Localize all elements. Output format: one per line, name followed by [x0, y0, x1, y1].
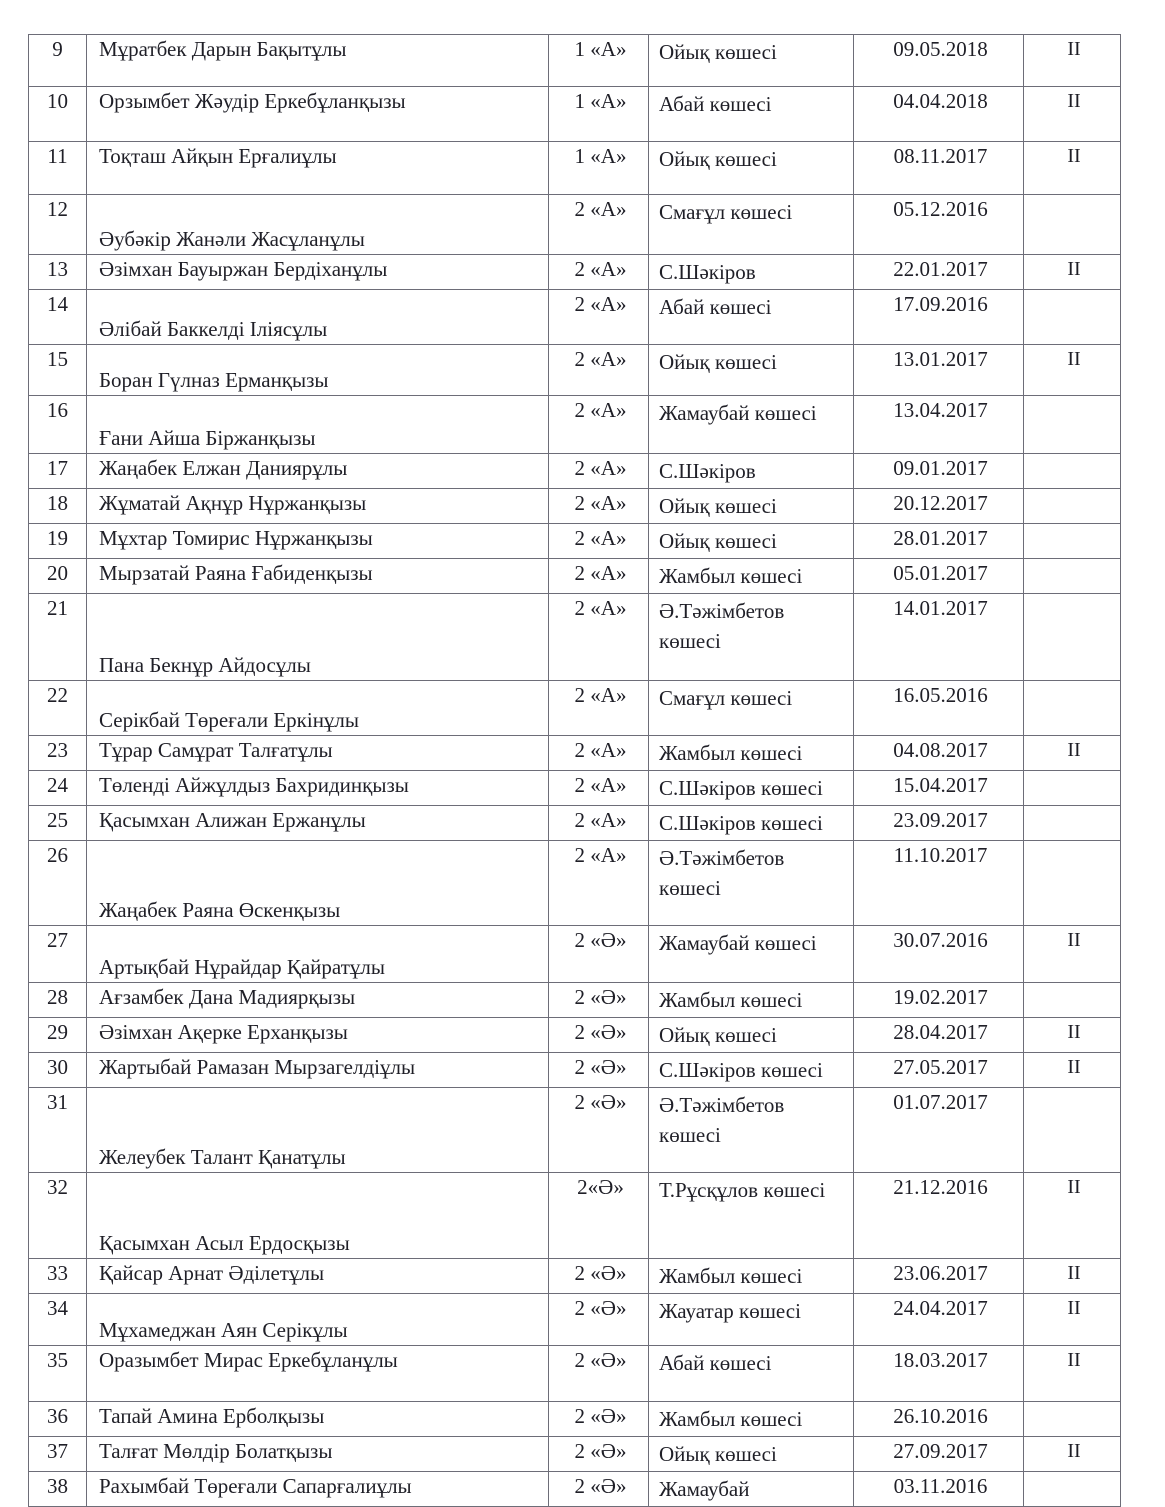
table-row [29, 681, 1121, 736]
table-row [29, 771, 1121, 806]
birth-date: 27.09.2017 [854, 1437, 1024, 1472]
table-row [29, 255, 1121, 290]
class-label: 2 «Ә» [549, 1259, 649, 1294]
birth-date: 13.01.2017 [854, 345, 1024, 396]
class-label: 2 «А» [549, 559, 649, 594]
birth-date: 27.05.2017 [854, 1053, 1024, 1088]
birth-date: 09.01.2017 [854, 454, 1024, 489]
category-mark [1024, 771, 1121, 806]
category-mark [1024, 1402, 1121, 1437]
category-mark: II [1024, 87, 1121, 142]
class-label: 2 «А» [549, 345, 649, 396]
student-name: Төленді Айжұлдыз Бахридинқызы [87, 771, 549, 806]
birth-date: 18.03.2017 [854, 1346, 1024, 1402]
class-label: 2«Ә» [549, 1173, 649, 1259]
student-name: Қасымхан Алижан Ержанұлы [87, 806, 549, 841]
street-address: Ойық көшесі [649, 142, 854, 195]
table-row [29, 87, 1121, 142]
row-number: 20 [29, 559, 87, 594]
class-label: 2 «А» [549, 454, 649, 489]
class-label: 2 «А» [549, 806, 649, 841]
category-mark: II [1024, 1053, 1121, 1088]
street-address: Ойық көшесі [649, 489, 854, 524]
row-number: 35 [29, 1346, 87, 1402]
class-label: 2 «Ә» [549, 1402, 649, 1437]
class-label: 2 «Ә» [549, 1053, 649, 1088]
student-name: Жаңабек Раяна Өскенқызы [87, 841, 549, 926]
row-number: 15 [29, 345, 87, 396]
student-name: Мұратбек Дарын Бақытұлы [87, 35, 549, 87]
student-name: Мырзатай Раяна Ғабиденқызы [87, 559, 549, 594]
row-number: 22 [29, 681, 87, 736]
birth-date: 21.12.2016 [854, 1173, 1024, 1259]
street-address: Ә.Тәжімбетов көшесі [649, 1088, 854, 1173]
table-row [29, 454, 1121, 489]
category-mark: II [1024, 35, 1121, 87]
category-mark [1024, 594, 1121, 681]
row-number: 17 [29, 454, 87, 489]
birth-date: 13.04.2017 [854, 396, 1024, 454]
row-number: 29 [29, 1018, 87, 1053]
table-row [29, 559, 1121, 594]
row-number: 27 [29, 926, 87, 983]
street-address: Жамаубай [649, 1472, 854, 1507]
category-mark [1024, 841, 1121, 926]
street-address: Жамбыл көшесі [649, 559, 854, 594]
student-name: Орзымбет Жәудір Еркебұланқызы [87, 87, 549, 142]
row-number: 24 [29, 771, 87, 806]
table-row [29, 290, 1121, 345]
row-number: 36 [29, 1402, 87, 1437]
table-row [29, 489, 1121, 524]
category-mark: II [1024, 1173, 1121, 1259]
category-mark [1024, 681, 1121, 736]
student-name: Желеубек Талант Қанатұлы [87, 1088, 549, 1173]
table-row [29, 1437, 1121, 1472]
row-number: 34 [29, 1294, 87, 1346]
table-row [29, 1472, 1121, 1507]
category-mark [1024, 1472, 1121, 1507]
street-address: С.Шәкіров көшесі [649, 1053, 854, 1088]
student-name: Жұматай Ақнұр Нұржанқызы [87, 489, 549, 524]
student-name: Мұхамеджан Аян Серікұлы [87, 1294, 549, 1346]
birth-date: 01.07.2017 [854, 1088, 1024, 1173]
category-mark [1024, 983, 1121, 1018]
street-address: Т.Рұсқұлов көшесі [649, 1173, 854, 1259]
row-number: 21 [29, 594, 87, 681]
category-mark: II [1024, 345, 1121, 396]
table-row [29, 926, 1121, 983]
birth-date: 04.04.2018 [854, 87, 1024, 142]
street-address: Жамбыл көшесі [649, 1402, 854, 1437]
birth-date: 16.05.2016 [854, 681, 1024, 736]
student-name: Мұхтар Томирис Нұржанқызы [87, 524, 549, 559]
street-address: Ә.Тәжімбетов көшесі [649, 594, 854, 681]
birth-date: 23.06.2017 [854, 1259, 1024, 1294]
class-label: 2 «А» [549, 771, 649, 806]
row-number: 23 [29, 736, 87, 771]
category-mark [1024, 806, 1121, 841]
row-number: 37 [29, 1437, 87, 1472]
student-name: Оразымбет Мирас Еркебұланұлы [87, 1346, 549, 1402]
table-row [29, 594, 1121, 681]
birth-date: 26.10.2016 [854, 1402, 1024, 1437]
category-mark: II [1024, 255, 1121, 290]
class-label: 2 «Ә» [549, 983, 649, 1018]
category-mark: II [1024, 1294, 1121, 1346]
category-mark: II [1024, 1018, 1121, 1053]
student-list-sheet [28, 34, 1120, 1507]
student-name: Талғат Мөлдір Болатқызы [87, 1437, 549, 1472]
table-row [29, 806, 1121, 841]
category-mark: II [1024, 1437, 1121, 1472]
table-row [29, 1018, 1121, 1053]
birth-date: 23.09.2017 [854, 806, 1024, 841]
table-row [29, 983, 1121, 1018]
class-label: 2 «Ә» [549, 1472, 649, 1507]
birth-date: 11.10.2017 [854, 841, 1024, 926]
street-address: Жамаубай көшесі [649, 396, 854, 454]
birth-date: 08.11.2017 [854, 142, 1024, 195]
student-name: Әлібай Баккелді Іліясұлы [87, 290, 549, 345]
category-mark [1024, 1088, 1121, 1173]
student-name: Рахымбай Төреғали Сапарғалиұлы [87, 1472, 549, 1507]
street-address: Ойық көшесі [649, 345, 854, 396]
student-name: Ағзамбек Дана Мадиярқызы [87, 983, 549, 1018]
class-label: 2 «Ә» [549, 1294, 649, 1346]
birth-date: 05.01.2017 [854, 559, 1024, 594]
birth-date: 03.11.2016 [854, 1472, 1024, 1507]
class-label: 2 «Ә» [549, 1088, 649, 1173]
table-row [29, 1173, 1121, 1259]
student-name: Әзімхан Бауыржан Бердіханұлы [87, 255, 549, 290]
category-mark [1024, 489, 1121, 524]
birth-date: 24.04.2017 [854, 1294, 1024, 1346]
birth-date: 04.08.2017 [854, 736, 1024, 771]
street-address: Ә.Тәжімбетов көшесі [649, 841, 854, 926]
row-number: 32 [29, 1173, 87, 1259]
student-name: Қайсар Арнат Әділетұлы [87, 1259, 549, 1294]
student-name: Серікбай Төреғали Еркінұлы [87, 681, 549, 736]
class-label: 2 «А» [549, 290, 649, 345]
student-table-body [29, 35, 1121, 1507]
street-address: С.Шәкіров көшесі [649, 771, 854, 806]
row-number: 16 [29, 396, 87, 454]
row-number: 38 [29, 1472, 87, 1507]
row-number: 11 [29, 142, 87, 195]
street-address: Смағұл көшесі [649, 681, 854, 736]
category-mark [1024, 559, 1121, 594]
street-address: Ойық көшесі [649, 524, 854, 559]
class-label: 2 «Ә» [549, 1346, 649, 1402]
table-row [29, 1346, 1121, 1402]
student-name: Жартыбай Рамазан Мырзагелдіұлы [87, 1053, 549, 1088]
student-name: Артықбай Нұрайдар Қайратұлы [87, 926, 549, 983]
birth-date: 19.02.2017 [854, 983, 1024, 1018]
class-label: 1 «А» [549, 35, 649, 87]
student-name: Ғани Айша Біржанқызы [87, 396, 549, 454]
birth-date: 14.01.2017 [854, 594, 1024, 681]
table-row [29, 195, 1121, 255]
class-label: 1 «А» [549, 87, 649, 142]
street-address: Ойық көшесі [649, 35, 854, 87]
birth-date: 30.07.2016 [854, 926, 1024, 983]
class-label: 2 «А» [549, 681, 649, 736]
birth-date: 28.01.2017 [854, 524, 1024, 559]
row-number: 10 [29, 87, 87, 142]
row-number: 33 [29, 1259, 87, 1294]
street-address: Жамбыл көшесі [649, 736, 854, 771]
class-label: 2 «А» [549, 195, 649, 255]
table-row [29, 524, 1121, 559]
student-name: Боран Гүлназ Ерманқызы [87, 345, 549, 396]
table-row [29, 1402, 1121, 1437]
row-number: 30 [29, 1053, 87, 1088]
class-label: 2 «А» [549, 736, 649, 771]
birth-date: 20.12.2017 [854, 489, 1024, 524]
table-row [29, 1294, 1121, 1346]
street-address: Абай көшесі [649, 87, 854, 142]
category-mark: II [1024, 1259, 1121, 1294]
student-name: Тоқташ Айқын Ерғалиұлы [87, 142, 549, 195]
class-label: 2 «А» [549, 594, 649, 681]
row-number: 31 [29, 1088, 87, 1173]
class-label: 1 «А» [549, 142, 649, 195]
student-name: Пана Бекнұр Айдосұлы [87, 594, 549, 681]
category-mark: II [1024, 736, 1121, 771]
category-mark [1024, 195, 1121, 255]
student-table [28, 34, 1121, 1507]
class-label: 2 «А» [549, 255, 649, 290]
category-mark: II [1024, 142, 1121, 195]
class-label: 2 «А» [549, 524, 649, 559]
student-name: Тұрар Самұрат Талғатұлы [87, 736, 549, 771]
table-row [29, 142, 1121, 195]
street-address: Жамбыл көшесі [649, 1259, 854, 1294]
birth-date: 15.04.2017 [854, 771, 1024, 806]
row-number: 26 [29, 841, 87, 926]
category-mark [1024, 396, 1121, 454]
class-label: 2 «Ә» [549, 926, 649, 983]
row-number: 13 [29, 255, 87, 290]
birth-date: 17.09.2016 [854, 290, 1024, 345]
street-address: Жамаубай көшесі [649, 926, 854, 983]
table-row [29, 1053, 1121, 1088]
street-address: Абай көшесі [649, 1346, 854, 1402]
row-number: 28 [29, 983, 87, 1018]
class-label: 2 «Ә» [549, 1437, 649, 1472]
row-number: 18 [29, 489, 87, 524]
category-mark [1024, 290, 1121, 345]
category-mark: II [1024, 1346, 1121, 1402]
birth-date: 22.01.2017 [854, 255, 1024, 290]
category-mark: II [1024, 926, 1121, 983]
street-address: С.Шәкіров [649, 255, 854, 290]
row-number: 19 [29, 524, 87, 559]
birth-date: 28.04.2017 [854, 1018, 1024, 1053]
category-mark [1024, 524, 1121, 559]
street-address: С.Шәкіров [649, 454, 854, 489]
street-address: С.Шәкіров көшесі [649, 806, 854, 841]
class-label: 2 «А» [549, 489, 649, 524]
table-row [29, 736, 1121, 771]
table-row [29, 396, 1121, 454]
birth-date: 05.12.2016 [854, 195, 1024, 255]
street-address: Ойық көшесі [649, 1018, 854, 1053]
class-label: 2 «Ә» [549, 1018, 649, 1053]
student-name: Қасымхан Асыл Ердосқызы [87, 1173, 549, 1259]
table-row [29, 1088, 1121, 1173]
table-row [29, 345, 1121, 396]
row-number: 25 [29, 806, 87, 841]
student-name: Жаңабек Елжан Даниярұлы [87, 454, 549, 489]
row-number: 14 [29, 290, 87, 345]
student-name: Тапай Амина Ерболқызы [87, 1402, 549, 1437]
student-name: Әубәкір Жанәли Жасұланұлы [87, 195, 549, 255]
street-address: Абай көшесі [649, 290, 854, 345]
street-address: Жауатар көшесі [649, 1294, 854, 1346]
category-mark [1024, 454, 1121, 489]
student-name: Әзімхан Ақерке Ерханқызы [87, 1018, 549, 1053]
table-row [29, 35, 1121, 87]
street-address: Жамбыл көшесі [649, 983, 854, 1018]
class-label: 2 «А» [549, 841, 649, 926]
street-address: Смағұл көшесі [649, 195, 854, 255]
birth-date: 09.05.2018 [854, 35, 1024, 87]
table-row [29, 1259, 1121, 1294]
street-address: Ойық көшесі [649, 1437, 854, 1472]
row-number: 9 [29, 35, 87, 87]
table-row [29, 841, 1121, 926]
class-label: 2 «А» [549, 396, 649, 454]
row-number: 12 [29, 195, 87, 255]
